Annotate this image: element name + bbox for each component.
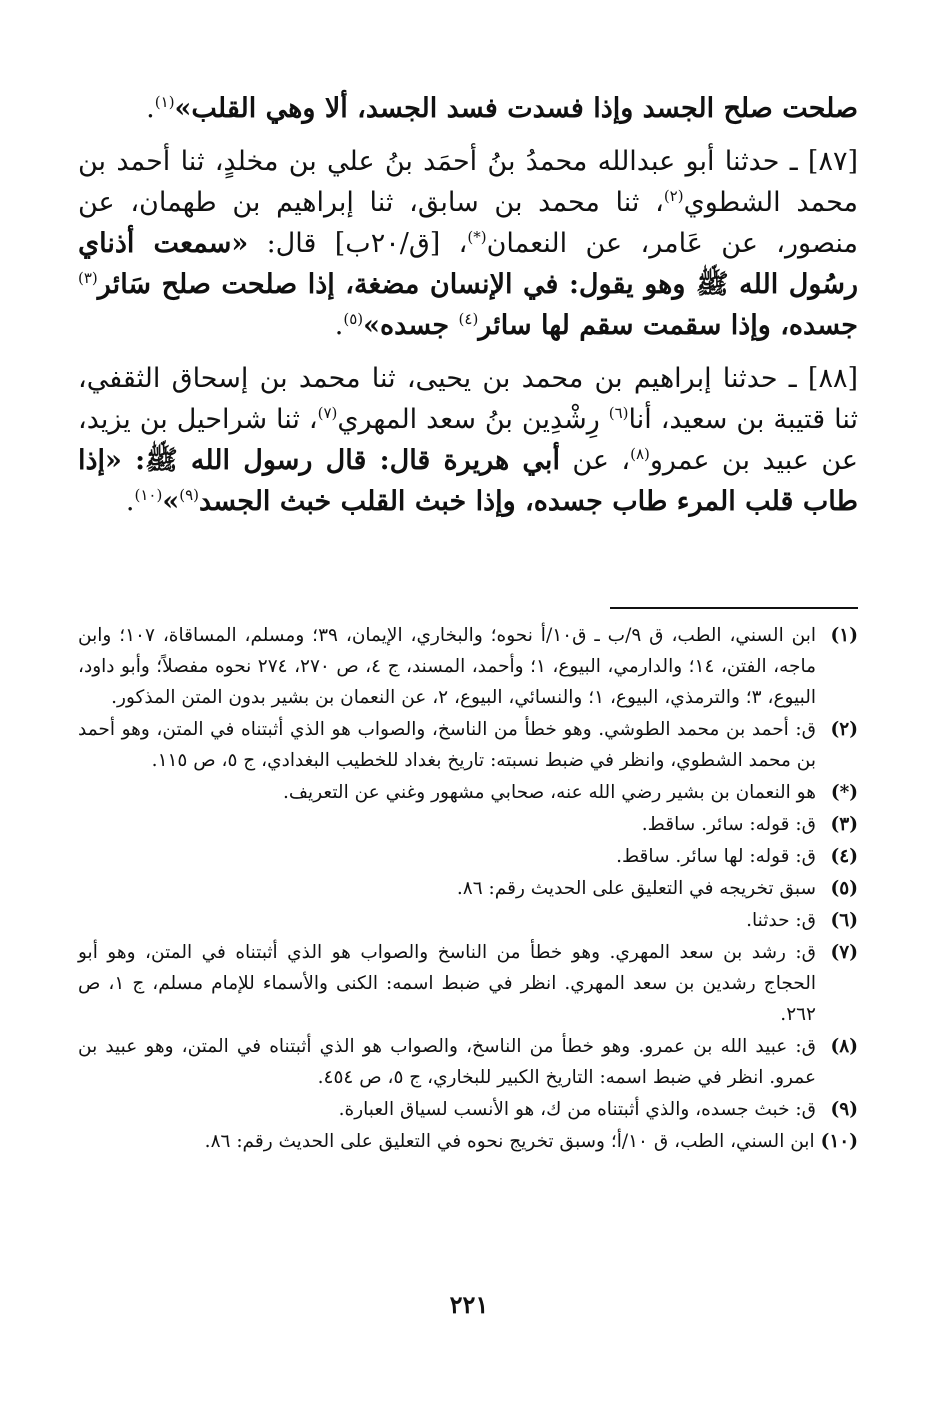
isnad-text: ، عن xyxy=(559,445,631,476)
footnote-text: ابن السني، الطب، ق ١٠/أ؛ وسبق تخريج نحوه في التعليق على الحديث رقم: ٨٦. xyxy=(204,1131,815,1152)
footnote xyxy=(78,714,858,776)
footnote-ref: (٦) xyxy=(608,404,629,422)
footnote-number: (٤) xyxy=(830,846,858,867)
footnote-text: سبق تخريجه في التعليق على الحديث رقم: ٨٦. xyxy=(456,878,816,899)
footnote-ref: (٥) xyxy=(343,310,364,328)
footnote-ref: (٧) xyxy=(317,404,338,422)
footnote-number: (٦) xyxy=(830,910,858,931)
punctuation: . xyxy=(125,486,135,517)
footnote-number: (٧) xyxy=(830,942,858,963)
footnote-ref: (٩) xyxy=(179,486,200,504)
footnote-ref: (١٠) xyxy=(134,486,163,504)
footnote-ref: (٢) xyxy=(663,187,684,205)
footnote-ref: (٨) xyxy=(630,445,650,463)
hadith-87 xyxy=(78,141,858,346)
hadith-text: صلحت صلح الجسد وإذا فسدت فسد الجسد، ألا وهي القلب» xyxy=(174,93,858,124)
hadith-text: جسده» xyxy=(363,310,459,341)
footnote xyxy=(78,937,858,1030)
isnad-text: ، [ق/٢٠ب] قال: xyxy=(248,228,468,259)
footnote-number: (٢) xyxy=(830,719,858,740)
hadith-text: أبي هريرة قال: قال رسول الله ﷺ: «إذا طاب قلب المرء طاب جسده، وإذا خبث القلب خبث الجسد xyxy=(78,445,858,517)
footnote xyxy=(78,1126,858,1157)
footnote-text: ق: حدثنا. xyxy=(746,910,816,931)
footnote xyxy=(78,873,858,904)
isnad-text: [٨٨] ـ حدثنا إبراهيم بن محمد بن يحيى، ثنا محمد بن إسحاق الثقفي، ثنا قتيبة بن سعيد، أنا xyxy=(78,363,859,435)
footnotes xyxy=(78,620,858,1157)
hadith-text: «سمعت أذناي رسُول الله ﷺ وهو يقول: في الإنسان مضغة، إذا صلحت صلح سَائر xyxy=(78,228,858,300)
footnote-text: ابن السني، الطب، ق ٩/ب ـ ق١٠/أ نحوه؛ والبخاري، الإيمان، ٣٩؛ ومسلم، المساقاة، ١٠٧؛ وابن ماجه، الفتن، ١٤؛ والدارمي، البيوع، ١؛ وأحمد، المسند، ج ٤، ص ٢٧٠، ٢٧٤ نحوه مفصلاً؛ وأبو داود، البيوع، ٣؛ والترمذي، البيوع، ١؛ والنسائي، البيوع، ٢، عن النعمان بن بشير بدون المتن المذكور. xyxy=(78,625,816,708)
footnote-ref: (٤) xyxy=(458,310,479,328)
hadith-text: » xyxy=(162,486,180,517)
footnote-text: ق: قوله: سائر. ساقط. xyxy=(641,814,816,835)
footnote-text: ق: خبث جسده، والذي أثبتناه من ك، هو الأنسب لسياق العبارة. xyxy=(338,1099,816,1120)
footnote-ref: (٣) xyxy=(78,269,98,287)
hadith-text: جسده، وإذا سقمت سقم لها سائر xyxy=(478,310,858,341)
paragraph-continuation xyxy=(78,88,858,129)
footnote-text: هو النعمان بن بشير رضي الله عنه، صحابي مشهور وغني عن التعريف. xyxy=(283,782,816,803)
isnad-text: [٨٧] ـ حدثنا أبو عبدالله محمدُ بنُ أحمَد بنُ علي بن مخلدٍ، ثنا أحمد بن محمد الشطوي xyxy=(78,146,858,218)
page-number: ٢٢١ xyxy=(449,1290,489,1319)
footnote xyxy=(78,1094,858,1125)
footnote-number: (٩) xyxy=(830,1099,858,1120)
footnote-text: ق: أحمد بن محمد الطوشي. وهو خطأ من الناسخ، والصواب هو الذي أثبتناه في المتن، وهو أحمد بن محمد الشطوي، وانظر في ضبط نسبته: تاريخ بغداد للخطيب البغدادي، ج ٥، ص ١١٥. xyxy=(78,719,816,771)
isnad-text: رِشْدِين بنُ سعد المهري xyxy=(337,404,609,435)
footnote-text: ق: قوله: لها سائر. ساقط. xyxy=(616,846,816,867)
main-text xyxy=(78,88,858,522)
footnote-number: (١) xyxy=(830,625,858,646)
footnote-separator xyxy=(610,607,858,609)
footnote-number: (*) xyxy=(830,782,858,803)
footnote-ref: (١) xyxy=(154,93,175,111)
footnote-number: (٥) xyxy=(830,878,858,899)
footnote-text: ق: عبيد الله بن عمرو. وهو خطأ من الناسخ، والصواب هو الذي أثبتناه في المتن، وهو عبيد بن عمرو. انظر في ضبط اسمه: التاريخ الكبير للبخاري، ج ٥، ص ٤٥٤. xyxy=(78,1036,816,1088)
footnote xyxy=(78,841,858,872)
isnad-text: ، ثنا محمد بن سابق، ثنا إبراهيم بن طهمان، عن منصور، عن عَامر، عن النعمان xyxy=(78,187,858,259)
footnote-text: ق: رشد بن سعد المهري. وهو خطأ من الناسخ والصواب هو الذي أثبتناه في المتن، وهو أبو الحجاج رشدين بن سعد المهري. انظر في ضبط اسمه: الكنى والأسماء للإمام مسلم، ج ١، ص ٢٦٢. xyxy=(78,942,816,1025)
footnote-number: (١٠) xyxy=(820,1131,858,1152)
footnote-number: (٨) xyxy=(830,1036,858,1057)
footnote-number: (٣) xyxy=(830,814,858,835)
footnote xyxy=(78,777,858,808)
footnote xyxy=(78,620,858,713)
punctuation: . xyxy=(146,93,155,124)
isnad-text: ، ثنا شراحيل بن يزيد، عن عبيد بن عمرو xyxy=(78,404,859,476)
footnote xyxy=(78,905,858,936)
footnote xyxy=(78,1031,858,1093)
hadith-88 xyxy=(78,358,858,522)
footnote-ref: (*) xyxy=(467,228,487,246)
punctuation: . xyxy=(334,310,344,341)
footnote xyxy=(78,809,858,840)
